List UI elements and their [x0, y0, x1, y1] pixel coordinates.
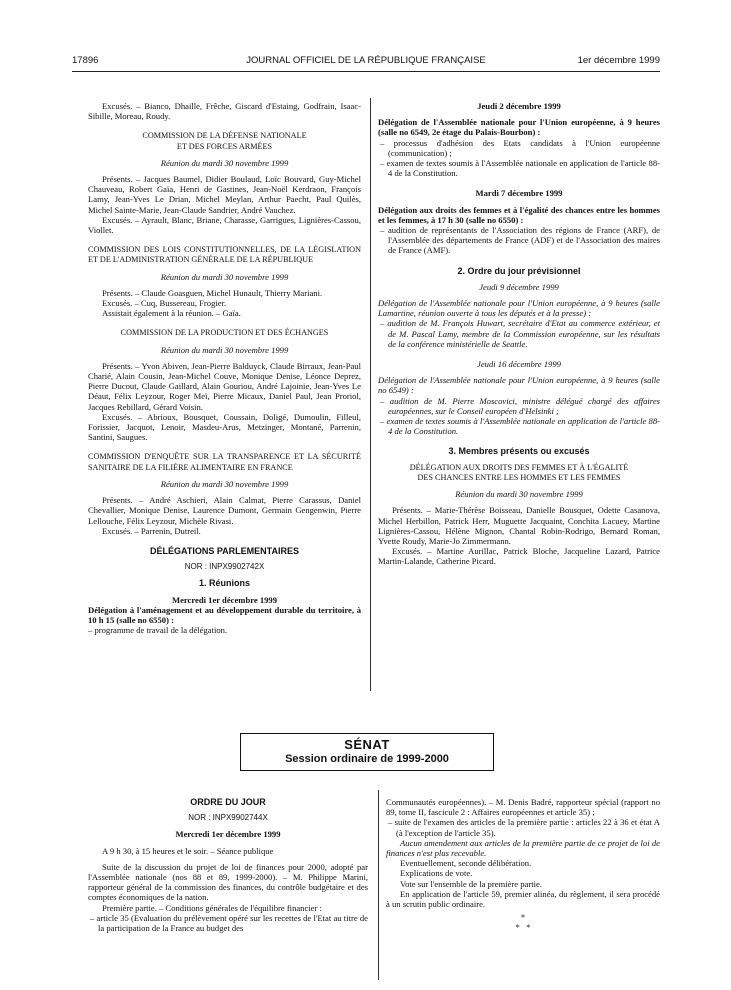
defense-title-2: ET DES FORCES ARMÉES: [176, 141, 273, 151]
jeudi-16-item-1: – audition de M. Pierre Moscovici, ministre délégué chargé des affaires européennes, sur le Conseil européen d'Helsinki ;: [380, 395, 660, 416]
ue-delegation: Délégation de l'Assemblée nationale pour l'Union européenne, à 9 heures (salle no 6549, 2e étage du Palais-Bourbon) :: [378, 117, 660, 138]
senat-r6: Vote sur l'ensemble de la première partie.: [400, 878, 542, 889]
senat-p1: Suite de la discussion du projet de loi de finances pour 2000, adopté par l'Assemblée nationale (nos 88 et 89, 1999-2000). – M. Philippe Marini, rapporteur général de la commission des finances, du contrôle budgétaire et des comptes économiques de la nation.: [88, 861, 368, 903]
header-rule: [72, 71, 660, 72]
left-column: [88, 101, 361, 635]
senat-p2: Première partie. – Conditions générales de l'équilibre financier :: [102, 902, 322, 913]
mercredi-date: Mercredi 1er décembre 1999: [171, 594, 278, 605]
defense-excuses: Excusés. – Ayrault, Blanc, Briane, Charasse, Garrigues, Lignières-Cassou, Viollet.: [88, 214, 361, 236]
senat-title: SÉNAT: [344, 737, 390, 752]
enquete-excuses: Excusés. – Parrenin, Dutreil.: [102, 525, 201, 536]
senat-nor: NOR : INPX9902744X: [188, 813, 268, 823]
membres-delegation-1: DÉLÉGATION AUX DROITS DES FEMMES ET À L'ÉGALITÉ: [409, 462, 629, 472]
senat-date: Mercredi 1er décembre 1999: [175, 829, 281, 840]
jeudi-16-delegation: Délégation de l'Assemblée nationale pour l'Union européenne, à 9 heures (salle no 6549) :: [378, 375, 660, 396]
ordre-previsionnel-title: 2. Ordre du jour prévisionnel: [457, 265, 581, 276]
enquete-date: Réunion du mardi 30 novembre 1999: [160, 478, 289, 489]
defense-presents: Présents. – Jacques Baumel, Didier Boulaud, Loïc Bouvard, Guy-Michel Chauveau, Robert Gaïa, Henri de Gastines, Jean-Noël Kerdraon, François Lamy, Jean-Yves Le Drian, Michel Meylan, Arthur Paecht, Paul Quilès, Michel Sainte-Marie, Jean-Claude Sandrier, André Vauchez.: [88, 174, 361, 215]
excuses-top: Excusés. – Bianco, Dhaille, Frêche, Giscard d'Estaing, Godfrain, Isaac-Sibille, Moreau, Roudy.: [88, 101, 361, 122]
page-number: 17896: [72, 55, 99, 66]
star-separator-bottom: * *: [515, 922, 531, 933]
senat-r5: Explications de vote.: [400, 868, 473, 879]
membres-delegation-2: DES CHANCES ENTRE LES HOMMES ET LES FEMMES: [417, 472, 621, 482]
membres-presents: Présents. – Marie-Thérèse Boisseau, Danielle Bousquet, Odette Casanova, Michel Herbillon, Patrick Herr, Muguette Jacquaint, Conchita Lacuey, Martine Lignières-Cassou, Hélène Mignon, Chantal Robin-Rodrigo, Bernard Roman, Yvette Roudy, Marie-Jo Zimmermann.: [378, 505, 660, 546]
prod-excuses: Excusés. – Abrioux, Bousquet, Coussain, Doligé, Dumoulin, Filleul, Forissier, Jacquot, Lenoir, Masdeu-Arus, Metzinger, Montané, Parrenin, Santini, Saugues.: [88, 411, 361, 443]
bottom-right-column: [386, 797, 660, 933]
lois-assistait: Assistait également à la réunion. – Gaïa.: [102, 308, 241, 319]
mardi-7-date: Mardi 7 décembre 1999: [475, 188, 563, 199]
femmes-item: – audition de représentants de l'Association des régions de France (ARF), de l'Assemblée des départements de France (ADF) et de l'Association des maires de France (AMF).: [380, 225, 660, 256]
issue-date: 1er décembre 1999: [577, 55, 660, 66]
deleg-amenagement-item: – programme de travail de la délégation.: [88, 625, 228, 636]
ordre-du-jour-title: ORDRE DU JOUR: [190, 797, 266, 807]
jeudi-9-delegation: Délégation de l'Assemblée nationale pour l'Union européenne, à 9 heures (salle Lamartine, réunion ouverte à tous les députés et à la presse) :: [378, 298, 660, 319]
senat-r2: – suite de l'examen des articles de la première partie : articles 22 à 36 et état A (à l'exception de l'article 35).: [388, 817, 660, 838]
senat-r1: Communautés européennes). – M. Denis Badré, rapporteur spécial (rapport no 89, tome II, fascicule 2 : Affaires européennes et article 35) ;: [386, 797, 660, 818]
senat-banner: [240, 733, 494, 771]
ue-item-1: – processus d'adhésion des Etats candidats à l'Union européenne (communication) ;: [380, 137, 660, 158]
bottom-column-divider: [378, 790, 379, 980]
senat-r3: Aucun amendement aux articles de la première partie de ce projet de loi de finances n'est plus recevable.: [386, 837, 660, 859]
lois-date: Réunion du mardi 30 novembre 1999: [160, 271, 289, 282]
membres-excuses: Excusés. – Martine Aurillac, Patrick Bloche, Jacqueline Lazard, Patrice Martin-Lalande, Catherine Picard.: [378, 546, 660, 567]
femmes-delegation: Délégation aux droits des femmes et à l'égalité des chances entre les hommes et les femmes, à 17 h 30 (salle no 6550) :: [378, 204, 660, 225]
jeudi-16-item-2: – examen de textes soumis à l'Assemblée nationale en application de l'article 88-4 de la Constitution.: [380, 416, 660, 437]
senat-p3: – article 35 (Evaluation du prélèvement opéré sur les recettes de l'Etat au titre de la participation de la France au budget des: [90, 912, 368, 934]
page-header: [72, 55, 660, 69]
star-separator-top: *: [520, 912, 526, 923]
right-column: [378, 101, 660, 567]
reunions-title: 1. Réunions: [198, 578, 250, 589]
defense-date: Réunion du mardi 30 novembre 1999: [160, 157, 289, 168]
delegations-title: DÉLÉGATIONS PARLEMENTAIRES: [149, 545, 299, 556]
bottom-left-column: [88, 797, 368, 933]
jeudi-16-date: Jeudi 16 décembre 1999: [477, 359, 561, 370]
jeudi-9-item: – audition de M. François Huwart, secrétaire d'Etat au commerce extérieur, et de M. Pascal Lamy, membre de la Commission européenne, sur les résultats de la conférence ministérielle de Seattle.: [380, 318, 660, 349]
senat-seance: A 9 h 30, à 15 heures et le soir. – Séance publique: [102, 845, 274, 856]
senat-r4: Eventuellement, seconde délibération.: [400, 858, 532, 869]
journal-title: JOURNAL OFFICIEL DE LA RÉPUBLIQUE FRANÇAISE: [246, 55, 486, 66]
lois-excuses: Excusés. – Cuq, Bussereau, Frogier.: [102, 298, 227, 309]
delegations-nor: NOR : INPX9902742X: [184, 562, 265, 572]
lois-title: COMMISSION DES LOIS CONSTITUTIONNELLES, DE LA LÉGISLATION ET DE L'ADMINISTRATION GÉNÉRALE DE LA RÉPUBLIQUE: [88, 245, 361, 265]
enquete-presents: Présents. – André Aschieri, Alain Calmat, Pierre Carassus, Daniel Chevallier, Monique Denise, Laurence Dumont, Germain Gengenwin, Pierre Lellouche, Félix Leyzour, Michèle Rivasi.: [88, 495, 361, 526]
ue-item-2: – examen de textes soumis à l'Assemblée nationale en application de l'article 88-4 de la Constitution.: [380, 158, 660, 179]
jeudi-2-date: Jeudi 2 décembre 1999: [477, 101, 561, 111]
jeudi-9-date: Jeudi 9 décembre 1999: [479, 281, 559, 292]
membres-date: Réunion du mardi 30 novembre 1999: [455, 489, 583, 500]
deleg-amenagement: Délégation à l'aménagement et au développement durable du territoire, à 10 h 15 (salle no 6550) :: [88, 604, 361, 625]
enquete-title: COMMISSION D'ENQUÊTE SUR LA TRANSPARENCE ET LA SÉCURITÉ SANITAIRE DE LA FILIÈRE ALIMENTAIRE EN FRANCE: [88, 452, 361, 472]
prod-presents: Présents. – Yvon Abiven, Jean-Pierre Balduyck, Claude Birraux, Jean-Paul Charié, Alain Cousin, Jean-Michel Couve, Monique Denise, Léonce Deprez, Pierre Ducout, Claude Gaillard, Alain Gouriou, André Lajoinie, Jean-Yves Le Déaut, Félix Leyzour, Roger Meï, Pierre Micaux, Daniel Paul, Jean Proriol, Jacques Rebillard, Gérard Voisin.: [88, 360, 361, 412]
defense-title-1: COMMISSION DE LA DÉFENSE NATIONALE: [142, 131, 307, 141]
lois-presents: Présents. – Claude Goasguen, Michel Hunault, Thierry Mariani.: [102, 287, 323, 298]
column-divider: [370, 98, 371, 691]
prod-title: COMMISSION DE LA PRODUCTION ET DES ÉCHANGES: [120, 328, 329, 338]
prod-date: Réunion du mardi 30 novembre 1999: [160, 344, 289, 355]
senat-r7: En application de l'article 59, premier alinéa, du règlement, il sera procédé à un scrutin public ordinaire.: [386, 888, 660, 910]
membres-title: 3. Membres présents ou excusés: [448, 446, 590, 457]
senat-subtitle: Session ordinaire de 1999-2000: [285, 753, 449, 765]
